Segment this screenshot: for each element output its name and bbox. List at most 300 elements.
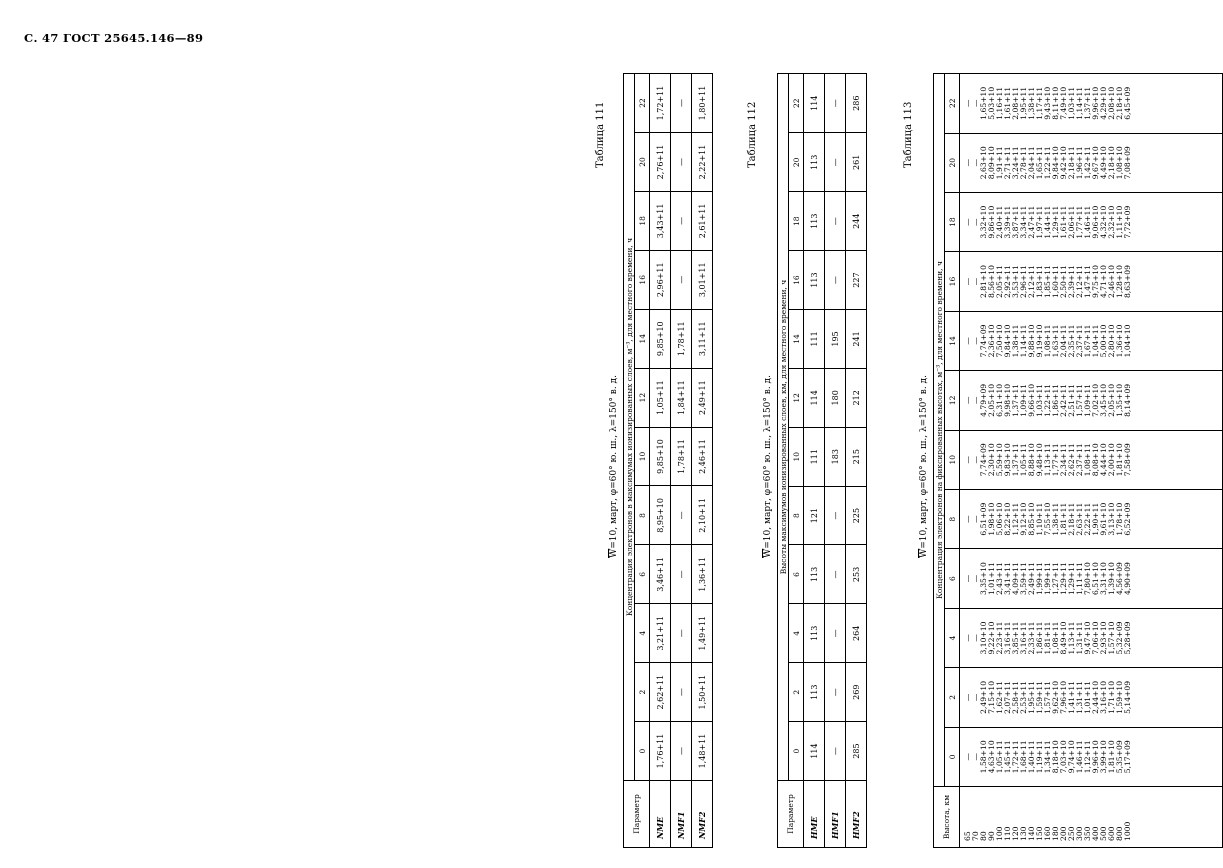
table-cell: —	[671, 545, 692, 604]
table-cell: 2,12+11	[1027, 265, 1036, 299]
table-112-upper-caption: Высоты максимумов ионизированных слоев, км, для местного времени, ч	[778, 74, 789, 781]
table-cell: 1,67+11	[1083, 324, 1092, 358]
hour-header: 12	[635, 368, 650, 427]
table-cell: 1,65+11	[1035, 146, 1044, 180]
hour-header: 22	[635, 74, 650, 133]
hour-header: 16	[635, 250, 650, 309]
table-cell: 1,08+10	[1115, 146, 1124, 180]
table-cell: 1,58+10	[979, 740, 988, 774]
height-value: 200	[1059, 826, 1068, 841]
table-cell: 111	[804, 310, 825, 369]
table-111-caption: $\overline{W}=10$, март, φ=60° ю. ш., λ=150° в. д.	[609, 375, 619, 558]
table-cell: 7,58+09	[1123, 443, 1132, 477]
table-cell: 1,49+11	[692, 604, 713, 663]
table-cell: 1,81+11	[1043, 621, 1052, 655]
hour-header: 16	[789, 251, 804, 310]
table-cell: 3,16+11	[1019, 621, 1028, 655]
table-cell: 8,88+10	[1027, 443, 1036, 477]
table-cell: 9,19+10	[1035, 324, 1044, 358]
table-cell: —	[825, 251, 846, 310]
table-113-label: Таблица 113	[903, 101, 914, 168]
table-cell: 5,03+10	[987, 86, 996, 120]
table-cell: 2,49+11	[692, 368, 713, 427]
table-cell: 9,22+10	[987, 621, 996, 655]
height-value: 110	[1003, 826, 1012, 841]
table-cell: 2,34+11	[1059, 443, 1068, 477]
table-cell: 8,14+09	[1123, 383, 1132, 417]
table-cell: 3,41+11	[1003, 562, 1012, 596]
table-cell: 1,03+11	[1035, 383, 1044, 417]
table-cell: 9,75+10	[1091, 265, 1100, 299]
table-cell: 253	[846, 545, 867, 604]
table-cell: 8,22+10	[1003, 502, 1012, 536]
table-cell: —	[671, 191, 692, 250]
table-cell: 9,84+10	[1003, 324, 1012, 358]
table-cell: 2,47+11	[1027, 205, 1036, 239]
table-cell: 6,51+10	[1091, 562, 1100, 596]
table-cell: 1,12+11	[1083, 740, 1092, 774]
table-cell: 1,10+11	[1035, 502, 1044, 536]
table-cell: 1,22+11	[1043, 146, 1052, 180]
table-cell: 2,71+11	[1003, 146, 1012, 180]
param-name: NME	[650, 781, 671, 848]
hour-header: 14	[635, 309, 650, 368]
table-cell: —	[971, 753, 980, 761]
table-cell: 2,62+11	[1067, 443, 1076, 477]
hour-header: 18	[789, 192, 804, 251]
table-cell: —	[971, 277, 980, 286]
hour-header: 8	[945, 489, 960, 548]
table-cell: 3,35+10	[979, 562, 988, 596]
table-cell: 2,44+10	[1091, 680, 1100, 714]
table-cell: 2,18+10	[1115, 86, 1124, 120]
page-header: С. 47 ГОСТ 25645.146—89	[24, 31, 204, 45]
table-cell: 113	[804, 545, 825, 604]
table-cell: 7,80+10	[1083, 562, 1092, 596]
table-cell: 9,67+10	[1091, 146, 1100, 180]
table-cell: 2,18+10	[1107, 146, 1116, 180]
table-cell: 1,40+11	[1027, 740, 1036, 774]
table-cell: 3,46+11	[650, 545, 671, 604]
table-cell: 1,01+11	[987, 562, 996, 596]
table-cell: 2,23+11	[995, 621, 1004, 655]
table-cell: 1,81+10	[1115, 443, 1124, 477]
table-cell: —	[671, 722, 692, 781]
table-cell: 113	[804, 192, 825, 251]
param-name: NMF1	[671, 781, 692, 848]
table-cell: 7,02+10	[1091, 383, 1100, 417]
table-cell: 1,16+11	[995, 86, 1004, 120]
table-cell: 114	[804, 722, 825, 781]
table-row	[846, 74, 867, 848]
table-cell: 212	[846, 368, 867, 427]
height-value: 150	[1035, 826, 1044, 841]
hour-header: 4	[945, 608, 960, 667]
height-column	[960, 787, 1223, 848]
table-cell: 1,08+11	[1083, 443, 1092, 477]
table-cell: 7,08+09	[1123, 146, 1132, 180]
hour-header: 20	[635, 133, 650, 192]
table-cell: 4,79+09	[979, 383, 988, 417]
table-cell: 9,83+10	[1003, 443, 1012, 477]
table-cell: 3,99+10	[1099, 740, 1108, 774]
table-cell: 2,35+11	[1067, 324, 1076, 358]
table-cell: 9,43+10	[1043, 86, 1052, 120]
hour-header: 18	[945, 192, 960, 251]
table-cell: 1,42+11	[1083, 146, 1092, 180]
table-cell: 113	[804, 604, 825, 663]
table-cell: 1,59+10	[1115, 680, 1124, 714]
table-cell: 2,05+11	[995, 265, 1004, 299]
table-cell: 7,74+09	[979, 324, 988, 358]
table-cell: 2,36+10	[987, 324, 996, 358]
table-cell: 8,95+10	[650, 486, 671, 545]
table-cell: 1,50+11	[692, 663, 713, 722]
table-cell: 5,14+09	[1123, 680, 1132, 714]
table-cell: 2,42+11	[1059, 383, 1068, 417]
table-cell: 1,81+10	[1107, 740, 1116, 774]
height-value: 140	[1027, 826, 1036, 841]
table-cell: 1,95+11	[1019, 86, 1028, 120]
height-value: 130	[1019, 826, 1028, 841]
value-column	[960, 489, 1223, 548]
table-cell: 285	[846, 722, 867, 781]
table-cell: 1,38+11	[1027, 86, 1036, 120]
height-value: 400	[1091, 826, 1100, 841]
table-cell: 1,83+11	[1035, 265, 1044, 299]
table-cell: 3,39+11	[1003, 205, 1012, 239]
hour-header: 18	[635, 191, 650, 250]
table-cell: 113	[804, 133, 825, 192]
table-cell: 1,27+11	[1051, 562, 1060, 596]
table-cell: 4,44+10	[1099, 443, 1108, 477]
table-cell: —	[963, 337, 972, 345]
table-cell: 1,08+11	[1051, 621, 1060, 655]
value-column	[960, 311, 1223, 370]
height-value: 1000	[1123, 821, 1132, 841]
table-cell: —	[825, 486, 846, 545]
table-cell: 286	[846, 74, 867, 133]
table-cell: 3,34+11	[1019, 205, 1028, 239]
table-cell: —	[963, 218, 972, 226]
table-cell: 180	[825, 368, 846, 427]
table-cell: 9,84+10	[1051, 146, 1060, 180]
table-cell: 9,66+10	[1027, 383, 1036, 417]
height-header: Высота, км	[934, 787, 960, 848]
table-cell: 1,29+11	[1059, 562, 1068, 596]
table-cell: 2,76+11	[650, 133, 671, 192]
table-cell: 9,98+10	[1003, 383, 1012, 417]
table-cell: 1,28+10	[1115, 265, 1124, 299]
table-cell: 1,98+10	[987, 502, 996, 536]
table-cell: 1,05+11	[995, 740, 1004, 774]
table-cell: 1,57+11	[1075, 383, 1084, 417]
table-cell: 3,45+10	[1099, 383, 1108, 417]
table-cell: 9,85+10	[650, 427, 671, 486]
hour-header: 22	[945, 74, 960, 134]
table-cell: 2,49+11	[1027, 562, 1036, 596]
hour-header: 8	[789, 486, 804, 545]
table-cell: 1,57+11	[1043, 680, 1052, 714]
table-cell: 3,85+11	[1011, 621, 1020, 655]
table-cell: —	[825, 192, 846, 251]
table-cell: 2,37+11	[1075, 324, 1084, 358]
table-cell: 7,55+10	[1043, 502, 1052, 536]
table-113-caption: $\overline{W}=10$, март, φ=60° ю. ш., λ=150° в. д.	[919, 375, 929, 558]
table-row	[804, 74, 825, 848]
table-cell: 2,05+10	[1107, 383, 1116, 417]
table-cell: —	[825, 604, 846, 663]
table-cell: 8,08+10	[1091, 443, 1100, 477]
table-cell: 2,05+10	[987, 383, 996, 417]
table-cell: 1,05+11	[650, 368, 671, 427]
table-cell: 4,49+10	[1099, 146, 1108, 180]
height-value: 250	[1067, 826, 1076, 841]
table-cell: —	[825, 545, 846, 604]
table-cell: —	[971, 158, 980, 167]
table-cell: 1,76+11	[650, 722, 671, 781]
height-value: 800	[1115, 826, 1124, 841]
table-cell: 1,96+11	[1075, 146, 1084, 180]
table-cell: 7,03+10	[1059, 740, 1068, 774]
table-cell: 2,43+11	[995, 562, 1004, 596]
table-cell: 1,41+11	[1067, 680, 1076, 714]
table-cell: 1,45+11	[1003, 740, 1012, 774]
table-cell: 7,15+10	[987, 680, 996, 714]
table-cell: 8,18+10	[1051, 740, 1060, 774]
table-cell: 9,47+10	[1083, 621, 1092, 655]
table-cell: 111	[804, 427, 825, 486]
table-cell: —	[971, 693, 980, 702]
table-cell: —	[671, 663, 692, 722]
table-cell: 3,31+10	[1099, 562, 1108, 596]
table-cell: 2,32+10	[1107, 205, 1116, 239]
table-cell: —	[963, 455, 972, 464]
table-112-label: Таблица 112	[747, 101, 758, 168]
table-cell: —	[963, 515, 972, 523]
table-cell: 3,24+11	[1011, 146, 1020, 180]
table-cell: 114	[804, 74, 825, 133]
table-cell: —	[963, 753, 972, 761]
height-value: 180	[1051, 826, 1060, 841]
table-cell: 113	[804, 251, 825, 310]
table-cell: 1,72+11	[650, 74, 671, 133]
table-cell: 1,48+11	[692, 722, 713, 781]
table-cell: 1,31+11	[1075, 621, 1084, 655]
table-cell: 2,37+11	[1075, 443, 1084, 477]
table-cell: 5,00+10	[1099, 324, 1108, 358]
table-cell: 9,96+10	[1091, 86, 1100, 120]
table-cell: —	[671, 604, 692, 663]
table-cell: 1,91+11	[995, 146, 1004, 180]
table-cell: 1,84+11	[671, 368, 692, 427]
table-cell: 1,61+11	[1059, 205, 1068, 239]
table-cell: —	[671, 486, 692, 545]
table-cell: 4,32+10	[1099, 205, 1108, 239]
height-value: 100	[995, 826, 1004, 841]
table-cell: 1,78+10	[1115, 502, 1124, 536]
table-cell: 2,93+10	[1099, 621, 1108, 655]
table-cell: 7,06+10	[1091, 621, 1100, 655]
table-cell: 1,14+11	[1019, 324, 1028, 358]
param-header: Параметр	[624, 781, 650, 848]
table-cell: 1,44+11	[1043, 205, 1052, 239]
value-column	[960, 192, 1223, 251]
table-cell: 2,06+11	[1067, 205, 1076, 239]
table-113	[933, 73, 1223, 848]
height-value: 600	[1107, 826, 1116, 841]
table-cell: —	[671, 133, 692, 192]
table-cell: 1,36+11	[692, 545, 713, 604]
height-value: 65	[963, 831, 972, 841]
table-cell: 1,61+11	[1003, 86, 1012, 120]
value-column	[960, 430, 1223, 489]
table-cell: 1,37+11	[1011, 383, 1020, 417]
table-cell: 2,33+11	[1027, 621, 1036, 655]
table-cell: —	[825, 663, 846, 722]
hour-header: 12	[945, 371, 960, 430]
table-cell: 1,03+11	[1067, 86, 1076, 120]
table-cell: 3,11+11	[692, 309, 713, 368]
table-cell: 3,32+10	[979, 205, 988, 239]
table-cell: 1,72+11	[1011, 740, 1020, 774]
table-cell: 1,46+11	[1083, 205, 1092, 239]
table-cell: 6,51+09	[979, 502, 988, 536]
table-cell: 9,74+10	[1067, 740, 1076, 774]
hour-header: 16	[945, 252, 960, 311]
param-name: HME	[804, 781, 825, 848]
table-cell: —	[825, 74, 846, 133]
hour-header: 20	[945, 133, 960, 192]
table-cell: 113	[804, 663, 825, 722]
table-cell: 4,09+11	[1011, 562, 1020, 596]
table-cell: 3,43+11	[650, 191, 671, 250]
table-cell: 1,99+11	[1043, 562, 1052, 596]
table-cell: 1,14+11	[1075, 86, 1084, 120]
rotated-page-body	[595, 38, 1190, 848]
table-cell: 264	[846, 604, 867, 663]
table-cell: —	[963, 574, 972, 583]
table-cell: 1,86+11	[1035, 621, 1044, 655]
table-cell: —	[671, 74, 692, 133]
param-name: HMF1	[825, 781, 846, 848]
table-cell: 2,18+11	[1067, 502, 1076, 536]
table-cell: 1,29+11	[1051, 205, 1060, 239]
table-cell: 9,06+10	[1091, 205, 1100, 239]
table-cell: 225	[846, 486, 867, 545]
table-cell: —	[963, 99, 972, 108]
table-cell: 195	[825, 310, 846, 369]
table-cell: 1,60+11	[1051, 265, 1060, 299]
table-cell: 244	[846, 192, 867, 251]
table-cell: 121	[804, 486, 825, 545]
table-cell: 9,88+10	[1027, 324, 1036, 358]
table-cell: 6,52+09	[1123, 502, 1132, 536]
hour-header: 2	[789, 663, 804, 722]
table-111	[623, 73, 713, 848]
hour-header: 4	[789, 604, 804, 663]
table-cell: 1,35+10	[1115, 383, 1124, 417]
table-cell: 227	[846, 251, 867, 310]
table-cell: 2,80+10	[1107, 324, 1116, 358]
table-cell: 1,62+11	[995, 680, 1004, 714]
table-cell: 1,05+11	[1019, 443, 1028, 477]
table-cell: 2,92+11	[1003, 265, 1012, 299]
table-cell: 1,38+11	[1051, 502, 1060, 536]
table-cell: 9,86+10	[987, 205, 996, 239]
table-cell: 241	[846, 310, 867, 369]
table-cell: 1,04+10	[1123, 324, 1132, 358]
height-value: 300	[1075, 826, 1084, 841]
table-cell: —	[971, 455, 980, 464]
table-cell: —	[971, 396, 980, 405]
hour-header: 12	[789, 368, 804, 427]
table-cell: 1,34+11	[1043, 740, 1052, 774]
table-cell: 2,04+11	[1059, 324, 1068, 358]
table-cell: —	[963, 634, 972, 642]
table-113-upper-caption: Концентрация электронов на фиксированных высотах, м⁻³, для местного времени, ч	[934, 74, 945, 787]
table-cell: 7,96+10	[1059, 680, 1068, 714]
table-cell: 2,08+10	[1107, 86, 1116, 120]
height-value: 500	[1099, 826, 1108, 841]
table-cell: 1,37+11	[1011, 443, 1020, 477]
table-cell: 2,46+11	[692, 427, 713, 486]
table-cell: 2,63+11	[1075, 502, 1084, 536]
height-value: 160	[1043, 826, 1052, 841]
table-cell: 3,87+11	[1011, 205, 1020, 239]
table-cell: 4,56+09	[1115, 562, 1124, 596]
table-cell: 1,13+11	[1043, 443, 1052, 477]
table-cell: 1,09+11	[1019, 383, 1028, 417]
hour-header: 2	[945, 668, 960, 727]
table-cell: 3,16+10	[1099, 680, 1108, 714]
table-cell: —	[963, 158, 972, 167]
table-cell: 9,48+10	[1035, 443, 1044, 477]
table-row	[650, 74, 671, 848]
table-cell: 2,58+11	[1011, 680, 1020, 714]
table-cell: 1,46+11	[1075, 740, 1084, 774]
hour-header: 0	[945, 727, 960, 786]
table-cell: 2,49+10	[979, 680, 988, 714]
table-cell: 1,81+11	[1059, 502, 1068, 536]
table-cell: 2,96+11	[650, 250, 671, 309]
table-cell: 1,63+11	[1051, 324, 1060, 358]
table-cell: 1,11+10	[1115, 205, 1124, 239]
table-cell: 1,31+11	[1075, 680, 1084, 714]
table-cell: 3,01+11	[692, 250, 713, 309]
param-header: Параметр	[778, 781, 804, 848]
table-cell: 5,32+09	[1115, 621, 1124, 655]
table-row	[692, 74, 713, 848]
table-row	[671, 74, 692, 848]
height-value: 90	[987, 831, 996, 841]
table-cell: 4,29+10	[1099, 86, 1108, 120]
table-cell: 1,39+10	[1107, 562, 1116, 596]
table-cell: —	[825, 133, 846, 192]
table-cell: 7,74+09	[979, 443, 988, 477]
table-cell: 5,17+09	[1123, 740, 1132, 774]
table-cell: 4,63+10	[987, 740, 996, 774]
table-cell: 1,77+11	[1051, 443, 1060, 477]
table-cell: 2,12+11	[1075, 265, 1084, 299]
table-cell: 2,18+11	[1067, 146, 1076, 180]
table-112-caption: $\overline{W}=10$, март, φ=60° ю. ш., λ=150° в. д.	[763, 375, 773, 558]
table-cell: 2,00+10	[1107, 443, 1116, 477]
table-cell: 2,62+11	[650, 663, 671, 722]
value-column	[960, 727, 1223, 786]
hour-header: 10	[945, 430, 960, 489]
table-cell: 1,85+11	[1043, 265, 1052, 299]
